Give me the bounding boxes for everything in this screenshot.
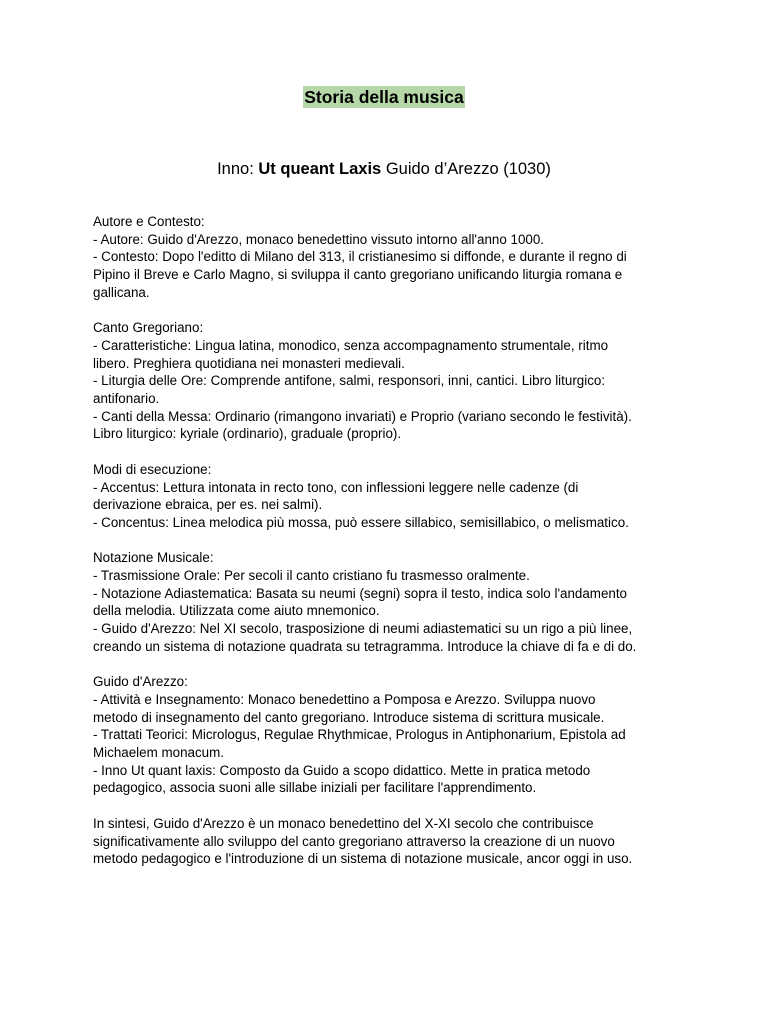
text-line: - Canti della Messa: Ordinario (rimangono invariati) e Proprio (variano secondo le festività).	[93, 408, 632, 424]
section-heading: Guido d'Arezzo:	[93, 674, 188, 690]
text-line: Libro liturgico: kyriale (ordinario), graduale (proprio).	[93, 426, 402, 442]
text-line: - Accentus: Lettura intonata in recto tono, con inflessioni leggere nelle cadenze (di	[93, 479, 579, 495]
text-line: - Concentus: Linea melodica più mossa, può essere sillabico, semisillabico, o melismatico.	[93, 514, 629, 530]
text-line: - Guido d'Arezzo: Nel XI secolo, trasposizione di neumi adiastematici su un rigo a più linee,	[93, 621, 633, 637]
text-line: significativamente allo sviluppo del canto gregoriano attraverso la creazione di un nuovo	[93, 833, 615, 849]
text-line: In sintesi, Guido d'Arezzo è un monaco benedettino del X-XI secolo che contribuisce	[93, 815, 594, 831]
section-heading: Autore e Contesto:	[93, 214, 205, 229]
text-line: Pipino il Breve e Carlo Magno, si sviluppa il canto gregoriano unificando liturgia romana e	[93, 267, 623, 283]
text-line: - Trasmissione Orale: Per secoli il canto cristiano fu trasmesso oralmente.	[93, 568, 530, 584]
text-line: - Liturgia delle Ore: Comprende antifone, salmi, responsori, inni, cantici. Libro liturgico:	[93, 373, 606, 389]
subtitle-prefix: Inno:	[217, 160, 259, 178]
text-line: antifonario.	[93, 391, 160, 407]
section-heading: Canto Gregoriano:	[93, 320, 204, 336]
text-line: - Inno Ut quant laxis: Composto da Guido a scopo didattico. Mette in pratica metodo	[93, 762, 591, 778]
text-line: - Caratteristiche: Lingua latina, monodico, senza accompagnamento strumentale, ritmo	[93, 337, 609, 353]
text-line: gallicana.	[93, 284, 150, 300]
text-line: - Autore: Guido d'Arezzo, monaco benedettino vissuto intorno all'anno 1000.	[93, 231, 545, 247]
section-heading: Modi di esecuzione:	[93, 461, 212, 477]
text-line: pedagogico, associa suoni alle sillabe iniziali per facilitare l'apprendimento.	[93, 780, 537, 796]
document-subtitle	[0, 158, 768, 180]
section-heading: Notazione Musicale:	[93, 550, 214, 566]
text-section	[93, 461, 683, 532]
text-line: libero. Preghiera quotidiana nei monasteri medievali.	[93, 355, 405, 371]
text-line: derivazione ebraica, per es. nei salmi).	[93, 497, 323, 513]
text-line: creando un sistema di notazione quadrata su tetragramma. Introduce la chiave di fa e di do.	[93, 638, 637, 654]
text-line: della melodia. Utilizzata come aiuto mnemonico.	[93, 603, 380, 619]
text-section	[93, 549, 683, 655]
text-section	[93, 673, 683, 797]
text-line: - Notazione Adiastematica: Basata su neumi (segni) sopra il testo, indica solo l'andamento	[93, 585, 628, 601]
text-section	[93, 319, 683, 443]
text-line: metodo pedagogico e l'introduzione di un sistema di notazione musicale, ancor oggi in uso.	[93, 851, 633, 867]
text-section	[93, 213, 683, 302]
document-body	[93, 213, 683, 868]
title-container	[0, 86, 768, 108]
text-line: - Attività e Insegnamento: Monaco benedettino a Pomposa e Arezzo. Sviluppa nuovo	[93, 691, 596, 707]
text-section	[93, 815, 683, 868]
text-line: metodo di insegnamento del canto gregoriano. Introduce sistema di scrittura musicale.	[93, 709, 605, 725]
subtitle-suffix: Guido d’Arezzo (1030)	[381, 160, 551, 178]
text-line: - Trattati Teorici: Micrologus, Regulae Rhythmicae, Prologus in Antiphonarium, Epistola ad	[93, 727, 626, 743]
document-title: Storia della musica	[304, 87, 464, 107]
subtitle-hymn-title: Ut queant Laxis	[258, 160, 382, 178]
text-line: Michaelem monacum.	[93, 745, 224, 761]
text-line: - Contesto: Dopo l'editto di Milano del 313, il cristianesimo si diffonde, e durante il regno di	[93, 249, 627, 265]
